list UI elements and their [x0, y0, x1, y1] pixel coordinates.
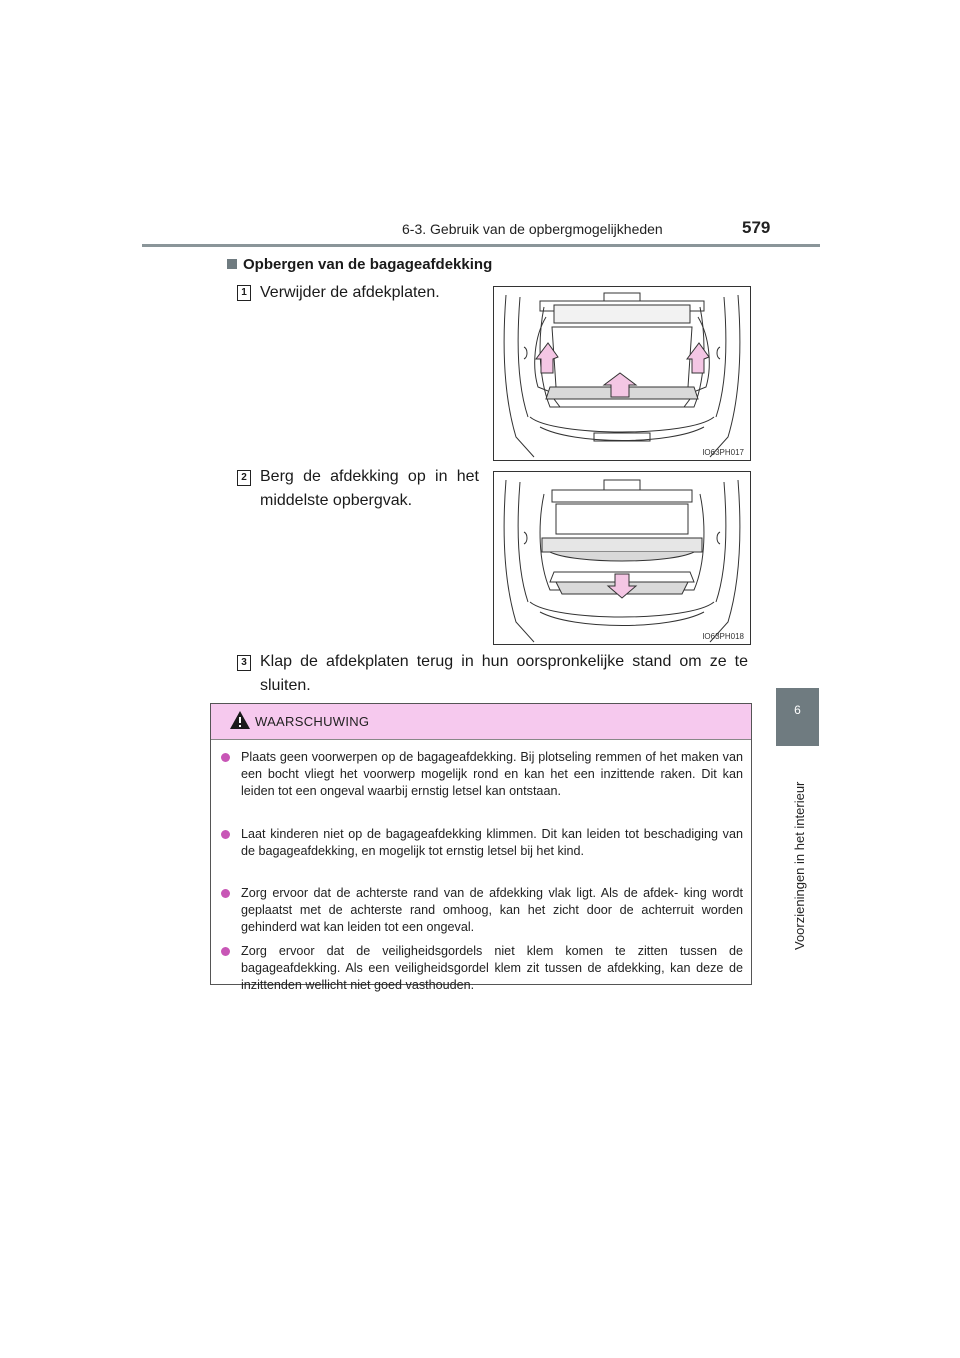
bullet-icon — [221, 947, 230, 956]
warning-item: Zorg ervoor dat de achterste rand van de afdekking vlak ligt. Als de afdek- king wordt geplaatst met de achterste rand omhoog, kan het zicht door de achterruit worden gehinderd wat kan leiden tot een ongeval. — [221, 885, 743, 936]
step-number: 2 — [237, 470, 251, 486]
figure-store-cover — [493, 471, 751, 645]
trunk-illustration — [494, 287, 750, 460]
step-number: 1 — [237, 285, 251, 301]
section-heading-text: Opbergen van de bagageafdekking — [243, 256, 493, 273]
page-number: 579 — [742, 218, 771, 237]
figure-remove-cover-plates — [493, 286, 751, 461]
warning-item: Zorg ervoor dat de veiligheidsgordels niet klem komen te zitten tussen de bagageafdekking. Als een veiligheidsgordel klem zit tussen de afdekking, kan deze de inzittenden wellicht niet goed vasthouden. — [221, 943, 743, 994]
step-text — [260, 650, 748, 698]
step-number: 3 — [237, 655, 251, 671]
bullet-icon — [221, 889, 230, 898]
warning-item: Laat kinderen niet op de bagageafdekking klimmen. Dit kan leiden tot beschadiging van de bagageafdekking, en mogelijk tot ernstig letsel bij het kind. — [221, 826, 743, 860]
step-text: Verwijder de afdekplaten. — [260, 284, 440, 301]
step-text — [260, 465, 479, 513]
step-text-line: middelste opbergvak. — [260, 492, 413, 509]
chapter-tab[interactable]: 6 — [776, 688, 819, 746]
figure-caption: IO63PH018 — [702, 632, 744, 641]
bullet-icon — [221, 753, 230, 762]
warning-title: WAARSCHUWING — [255, 714, 370, 729]
trunk-illustration — [494, 472, 750, 644]
header-divider — [142, 244, 820, 247]
section-title: 6-3. Gebruik van de opbergmogelijkheden — [402, 221, 663, 237]
figure-caption: IO63PH017 — [702, 448, 744, 457]
square-bullet-icon — [227, 259, 237, 269]
warning-item: Plaats geen voorwerpen op de bagageafdekking. Bij plotseling remmen of het maken van een bocht vliegt het voorwerp mogelijk rond en kan het een inzittende raken. Dit kan leiden tot een ongeval waarbij ernstig letsel kan ontstaan. — [221, 749, 743, 800]
step-text-line: sluiten. — [260, 677, 311, 694]
bullet-icon — [221, 830, 230, 839]
step-text-line: Klap de afdekplaten terug in hun oorspronkelijke stand om ze te — [260, 653, 748, 670]
chapter-side-title — [788, 762, 810, 952]
step-text-line: Berg de afdekking op in het — [260, 468, 479, 485]
chapter-side-title-text: Voorzieningen in het interieur — [792, 781, 807, 950]
warning-triangle-icon — [229, 710, 251, 730]
warning-header — [211, 704, 751, 740]
warning-box — [210, 703, 752, 992]
section-heading — [227, 256, 492, 273]
